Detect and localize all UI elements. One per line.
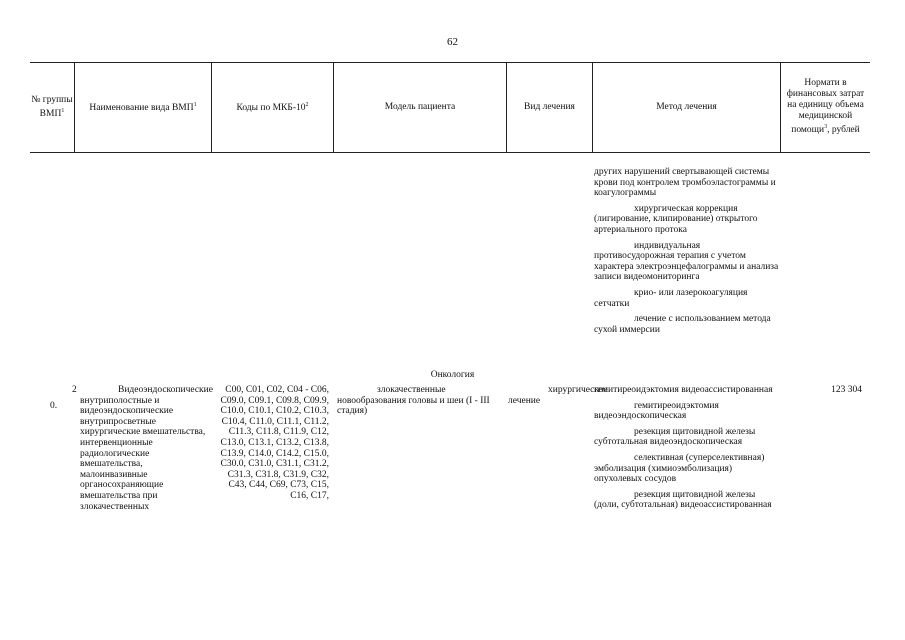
method-item: гемитиреоидэктомия видеоэндоскопическая <box>594 400 719 422</box>
header-patient-model: Модель пациента <box>384 102 456 112</box>
header-cost-norm: Нормати в финансовых затрат на единицу объема медицинской помощи$^3$, рублей <box>786 78 865 136</box>
treatment-type: хирургическое лечение <box>508 385 608 406</box>
method-item: селективная (суперселективная) эмболизация (химиоэмболизация) опухолевых сосудов <box>594 452 765 485</box>
section-title: Онкология <box>430 370 475 380</box>
treatment-method-list <box>594 385 780 516</box>
group-number-suffix: 0. <box>50 401 58 411</box>
method-item: резекция щитовидной железы (доли, субтотальная) видеоассистированная <box>594 489 772 511</box>
header-icd-codes: Коды по МКБ-$10^2$ <box>236 102 309 114</box>
method-item: лечение с использованием метода сухой иммерсии <box>594 314 771 335</box>
method-item: гемитиреоидэктомия видеоассистированная <box>594 385 773 395</box>
method-item: резекция щитовидной железы субтотальная видеоэндоскопическая <box>594 426 756 448</box>
group-number: 2 <box>72 385 77 395</box>
header-treatment-method: Метод лечения <box>656 102 717 112</box>
header-bottom-border <box>30 152 870 153</box>
cost-value: 123 304 <box>831 385 862 395</box>
method-item: хирургическая коррекция (лигирование, клипирование) открытого артериального протока <box>594 203 758 235</box>
vmp-name: Видеоэндоскопические внутриполостные и видеоэндоскопические внутрипросветные хирургические вмешательства, интервенционные радиологические вмешательства, малоинвазивные органосохраняющие вмешательства при злокачественных <box>80 385 213 512</box>
header-group-number: № группы ВМП$^1$ <box>31 94 73 120</box>
continuation-method-list <box>594 167 780 340</box>
page-number: 62 <box>447 36 458 48</box>
icd-codes: C00, C01, C02, C04 - C06, C09.0, C09.1, C09.8, C09.9, C10.0, C10.1, C10.2, C10.3, C10.4, C11.0, C11.1, C11.2, C11.3, C11.8, C11.9, C12, C13.0, C13.1, C13.2, C13.8, C13.9, C14.0, C14.2, C15.0, C30.0, C31.0, C31.1, C31.2, C31.3, C31.8, C31.9, C32, C43, C44, C69, C73, C15, C16, C17, <box>220 385 329 501</box>
header-treatment-type: Вид лечения <box>524 102 575 112</box>
patient-model: злокачественные новообразования головы и шеи (I - III стадия) <box>337 385 490 417</box>
method-item: крио- или лазерокоагуляция сетчатки <box>594 287 748 309</box>
method-item: индивидуальная противосудорожная терапия с учетом характера электроэнцефалограммы и анализа записи видеомониторинга <box>594 240 779 283</box>
method-item: других нарушений свертывающей системы крови под контролем тромбоэластограммы и коагулограммы <box>594 167 776 199</box>
header-vmp-name: Наименование вида ВМП$^1$ <box>89 102 197 114</box>
